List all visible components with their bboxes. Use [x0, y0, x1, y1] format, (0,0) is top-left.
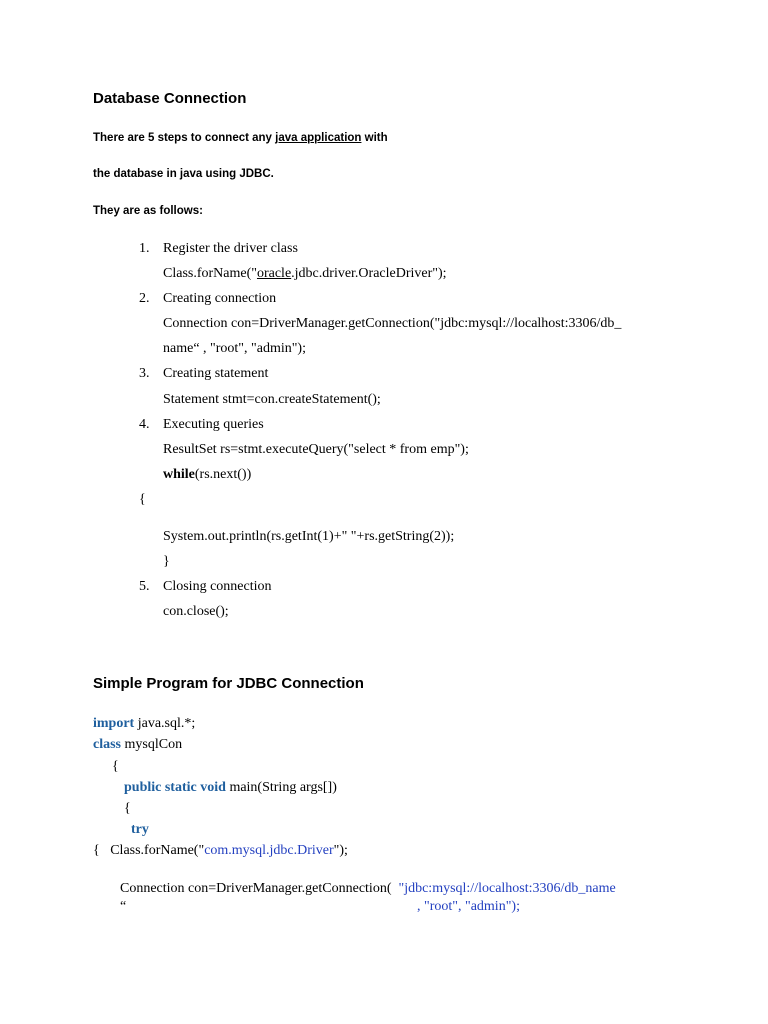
intro-line-1 — [93, 132, 388, 144]
step-code: ResultSet rs=stmt.executeQuery("select * from emp"); — [163, 442, 469, 457]
step-code: Connection con=DriverManager.getConnection("jdbc:mysql://localhost:3306/db_ — [163, 316, 622, 331]
step-title: Executing queries — [163, 417, 264, 432]
code-line — [93, 843, 348, 859]
intro-text-end: with — [361, 132, 388, 144]
keyword: static — [164, 780, 197, 795]
keyword: void — [200, 780, 226, 795]
code-text: mysqlCon — [121, 737, 183, 752]
code-line: { — [124, 801, 131, 816]
code-line — [93, 737, 182, 753]
step-title: Creating connection — [163, 291, 277, 306]
keyword: while — [163, 467, 195, 482]
code-line — [93, 716, 195, 732]
code-line — [120, 881, 616, 897]
code-text: Class.forName(" — [163, 266, 257, 281]
code-text: (rs.next()) — [194, 467, 252, 482]
keyword: class — [93, 737, 121, 752]
heading-database-connection: Database Connection — [93, 90, 247, 107]
code-text: "); — [333, 843, 348, 858]
code-text: main(String args[]) — [225, 780, 337, 795]
step-code: name“ , "root", "admin"); — [163, 341, 306, 356]
intro-line-2: the database in java using JDBC. — [93, 168, 274, 180]
intro-text: There are 5 steps to connect any — [93, 132, 276, 144]
step-title: Creating statement — [163, 366, 269, 381]
step-number: 4. — [139, 417, 150, 432]
step-code: System.out.println(rs.getInt(1)+" "+rs.getString(2)); — [163, 529, 455, 544]
java-application-link[interactable]: java application — [275, 132, 362, 144]
step-title: Closing connection — [163, 579, 272, 594]
code-line — [124, 780, 337, 796]
step-number: 2. — [139, 291, 150, 306]
keyword: import — [93, 716, 135, 731]
code-text: Connection con=DriverManager.getConnection( — [120, 881, 399, 896]
step-title: Register the driver class — [163, 241, 298, 256]
keyword: public — [124, 780, 162, 795]
heading-simple-program: Simple Program for JDBC Connection — [93, 675, 364, 692]
code-line: “ — [120, 899, 127, 914]
code-text: java.sql.*; — [134, 716, 196, 731]
code-text: { Class.forName(" — [93, 843, 205, 858]
keyword: try — [131, 822, 149, 837]
code-line: { — [112, 759, 119, 774]
intro-line-3: They are as follows: — [93, 205, 203, 217]
code-underlined: oracle — [256, 266, 292, 281]
step-code: Statement stmt=con.createStatement(); — [163, 392, 381, 407]
step-number: 3. — [139, 366, 150, 381]
step-number: 5. — [139, 579, 150, 594]
step-code — [163, 467, 251, 483]
step-code: { — [139, 492, 146, 507]
string-literal: "jdbc:mysql://localhost:3306/db_name — [398, 881, 616, 896]
string-literal: , "root", "admin"); — [417, 899, 520, 914]
string-literal: com.mysql.jdbc.Driver — [204, 843, 334, 858]
code-text: .jdbc.driver.OracleDriver"); — [291, 266, 447, 281]
step-number: 1. — [139, 241, 150, 256]
code-line — [131, 822, 149, 838]
step-code — [163, 266, 447, 282]
step-code: con.close(); — [163, 604, 229, 619]
step-code: } — [163, 554, 170, 569]
